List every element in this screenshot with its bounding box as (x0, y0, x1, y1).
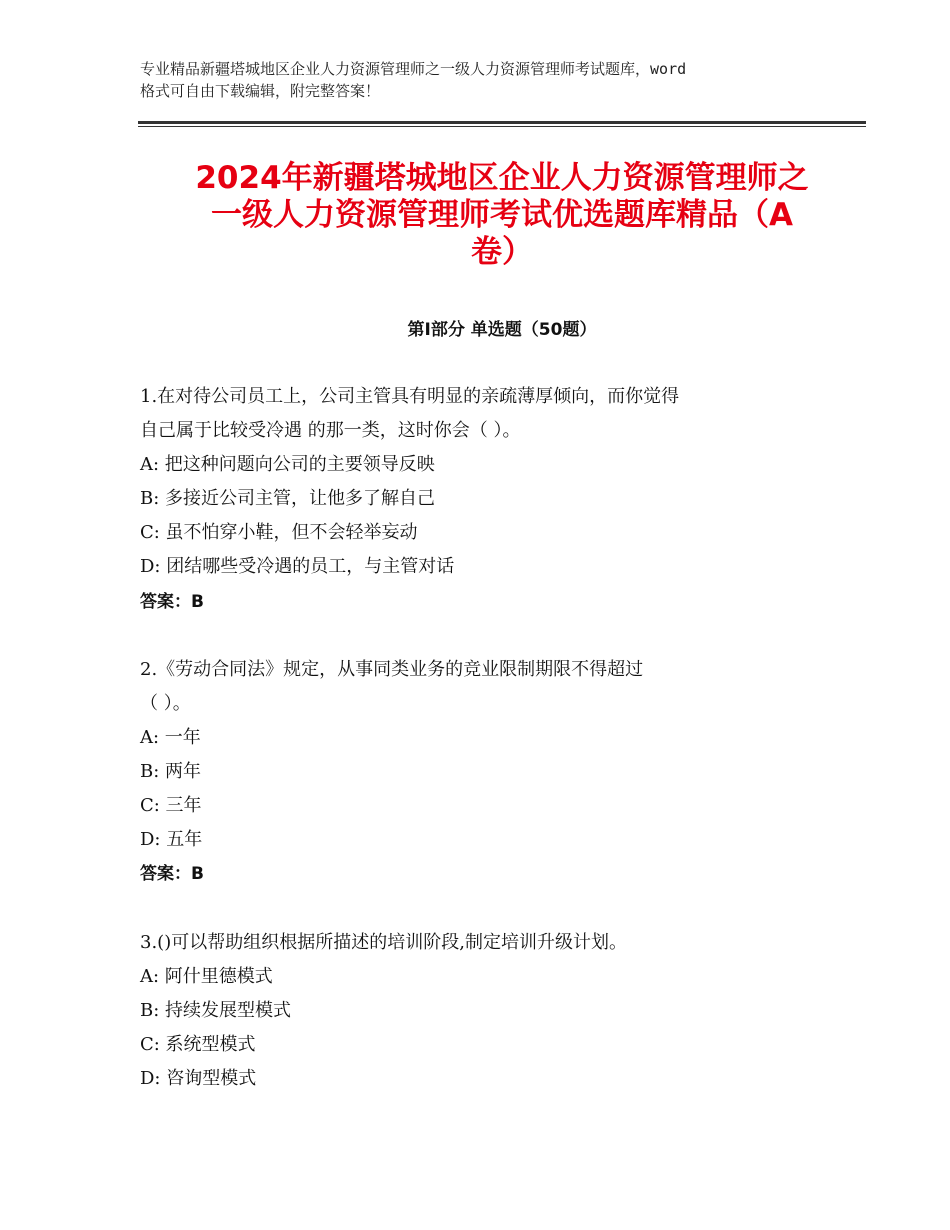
question-2-option-a: A: 一年 (140, 727, 201, 748)
question-2-stem-line: 2.《劳动合同法》规定，从事同类业务的竞业限制期限不得超过 (140, 659, 644, 680)
question-1-option-a: A: 把这种问题向公司的主要领导反映 (140, 454, 435, 475)
document-title (138, 160, 866, 271)
header-note (140, 58, 830, 102)
question-2-option-b: B: 两年 (140, 761, 202, 782)
header-note-line: 格式可自由下载编辑，附完整答案！ (140, 82, 381, 100)
question-3-option-c: C: 系统型模式 (140, 1034, 256, 1055)
document-title-line: 一级人力资源管理师考试优选题库精品（A (211, 197, 793, 233)
section-title: 第Ⅰ部分 单选题（50题） (407, 320, 597, 340)
question-3-option-d: D: 咨询型模式 (140, 1068, 257, 1089)
header-divider-thin (138, 126, 866, 127)
question-2-option-d: D: 五年 (140, 829, 203, 850)
header-divider-thick (138, 121, 866, 124)
question-2-stem-line: （ ）。 (140, 693, 191, 714)
question-1-option-b: B: 多接近公司主管，让他多了解自己 (140, 488, 436, 509)
question-1-stem-line: 1.在对待公司员工上，公司主管具有明显的亲疏薄厚倾向，而你觉得 (140, 386, 680, 407)
question-2-answer: 答案：B (140, 864, 204, 884)
question-2-option-c: C: 三年 (140, 795, 202, 816)
question-3-stem-line: 3.()可以帮助组织根据所描述的培训阶段,制定培训升级计划。 (140, 932, 627, 953)
header-note-line: 专业精品新疆塔城地区企业人力资源管理师之一级人力资源管理师考试题库，word (140, 60, 687, 78)
question-1-option-c: C: 虽不怕穿小鞋，但不会轻举妄动 (140, 522, 418, 543)
document-title-line: 2024年新疆塔城地区企业人力资源管理师之 (195, 160, 809, 196)
document-title-line: 卷） (471, 234, 533, 270)
question-1-option-d: D: 团结哪些受冷遇的员工，与主管对话 (140, 556, 455, 577)
question-1-answer: 答案：B (140, 592, 204, 612)
question-3-option-a: A: 阿什里德模式 (140, 966, 273, 987)
question-1-stem-line: 自己属于比较受冷遇 的那一类，这时你会（ ）。 (140, 420, 521, 441)
question-3-option-b: B: 持续发展型模式 (140, 1000, 292, 1021)
